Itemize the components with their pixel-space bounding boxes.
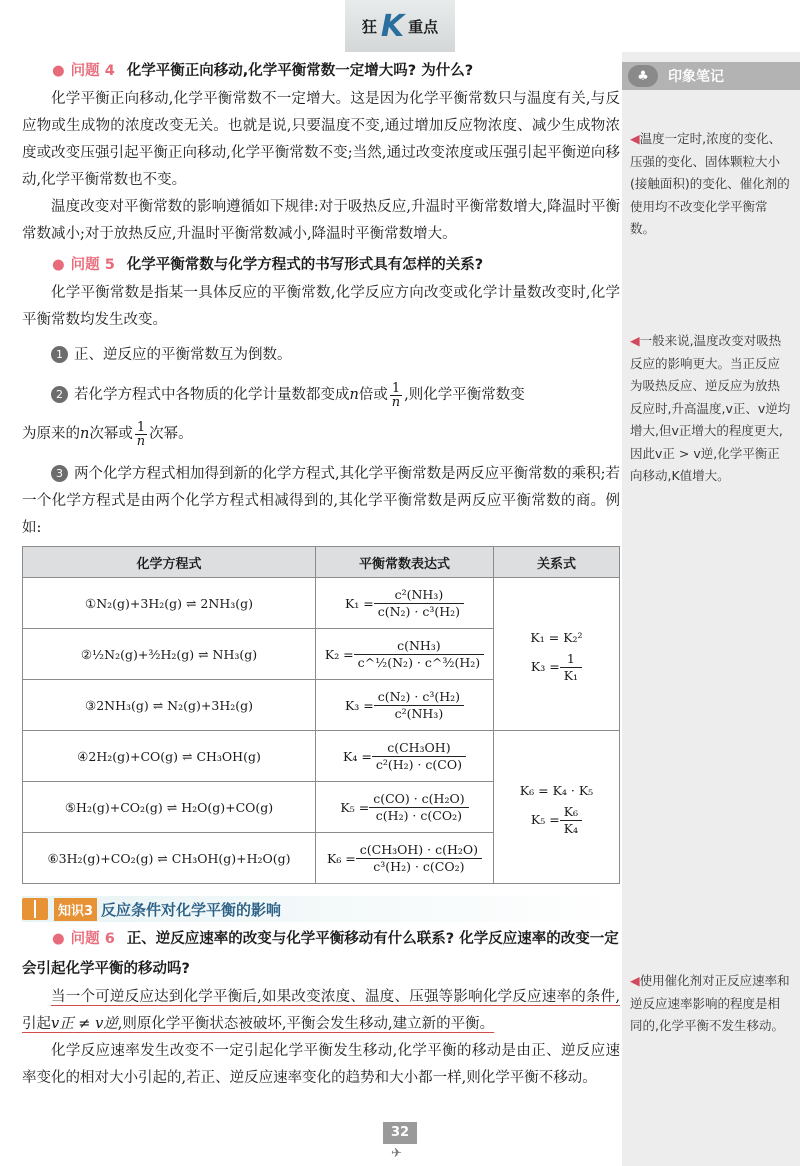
equation-cell: ③2NH₃(g) ⇌ N₂(g)+3H₂(g) — [23, 680, 316, 731]
sidebar-note-3: ◀使用催化剂对正反应速率和逆反应速率影响的程度是相同的,化学平衡不发生移动。 — [630, 973, 790, 1033]
page-number: 32 — [383, 1122, 417, 1144]
k-expression-cell: K₃ = $\frac{\text{c(N₂) · c³(H₂)}}{\text{c²(NH₃)}}$ — [316, 680, 494, 731]
item-3-text: 两个化学方程式相加得到新的化学方程式,其化学平衡常数是两反应平衡常数的乘积;若一个化学方程式是由两个化学方程式相减得到的,其化学平衡常数是两反应平衡常数的商。例如: — [22, 466, 620, 536]
item-2-mid: 倍或 — [358, 387, 388, 403]
number-badge: 3 — [51, 465, 68, 482]
header-left: 狂 — [361, 17, 377, 36]
main-column — [22, 52, 620, 1092]
relation-cell-1: K₁ = K₂² K₃ = $\frac{1}{\text{K₁}}$ — [494, 578, 620, 731]
equilibrium-table — [22, 546, 620, 884]
equation-cell: ⑤H₂(g)+CO₂(g) ⇌ H₂O(g)+CO(g) — [23, 782, 316, 833]
col-header-constant: 平衡常数表达式 — [316, 547, 494, 578]
question-label: 问题 5 — [70, 257, 115, 273]
equation-cell: ②½N₂(g)+³⁄₂H₂(g) ⇌ NH₃(g) — [23, 629, 316, 680]
k-expression-cell: K₂ = $\frac{\text{c(NH₃)}}{\text{c\textasciicircum{}½(N₂) · c\textasciicircum{}³⁄₂(H₂)}}$ — [316, 629, 494, 680]
table-row — [23, 578, 620, 629]
sidebar-note-1: ◀温度一定时,浓度的变化、压强的变化、固体颗粒大小(接触面积)的变化、催化剂的使用均不改变化学平衡常数。 — [630, 131, 790, 236]
bullet-icon: ● — [52, 931, 65, 947]
item-1-text: 正、逆反应的平衡常数互为倒数。 — [74, 347, 292, 363]
bullet-icon: ● — [52, 257, 65, 273]
question-title: 化学平衡常数与化学方程式的书写形式具有怎样的关系? — [126, 257, 484, 273]
equation-cell: ①N₂(g)+3H₂(g) ⇌ 2NH₃(g) — [23, 578, 316, 629]
sidebar-notes — [622, 52, 800, 1166]
sidebar-note-2: ◀一般来说,温度改变对吸热反应的影响更大。当正反应为吸热反应、逆反应为放热反应时,升高温度,v正、v逆均增大,但v正增大的程度更大,因此v正 > v逆,化学平衡正向移动,K值增大。 — [630, 333, 791, 483]
question-5 — [22, 250, 620, 280]
paragraph-5: 化学反应速率发生改变不一定引起化学平衡发生移动,化学平衡的移动是由正、逆反应速率变化的相对大小引起的,若正、逆反应速率变化的趋势和大小都一样,则化学平衡不移动。 — [22, 1043, 620, 1086]
paragraph-4: 当一个可逆反应达到化学平衡后,如果改变浓度、温度、压强等影响化学反应速率的条件,引起v正 ≠ v逆,则原化学平衡状态被破坏,平衡会发生移动,建立新的平衡。 — [22, 989, 620, 1032]
k-expression-cell: K₁ = $\frac{\text{c²(NH₃)}}{\text{c(N₂) · c³(H₂)}}$ — [316, 578, 494, 629]
item-2-post: ,则化学平衡常数变 — [404, 387, 525, 403]
question-4 — [22, 56, 620, 86]
bird-icon: ✈ — [391, 1146, 402, 1161]
item-2-n: n — [349, 387, 359, 403]
k-expression-cell: K₅ = $\frac{\text{c(CO) · c(H₂O)}}{\text{c(H₂) · c(CO₂)}}$ — [316, 782, 494, 833]
paragraph-2: 温度改变对平衡常数的影响遵循如下规律:对于吸热反应,升温时平衡常数增大,降温时平衡常数减小;对于放热反应,升温时平衡常数减小,降温时平衡常数增大。 — [22, 199, 620, 242]
relation-cell-2: K₆ = K₄ · K₅ K₅ = $\frac{\text{K₆}}{\text{K₄}}$ — [494, 731, 620, 884]
page-header — [345, 0, 455, 52]
question-label: 问题 6 — [70, 931, 115, 947]
header-right: 重点 — [408, 17, 439, 36]
number-badge: 2 — [51, 386, 68, 403]
paragraph-1: 化学平衡正向移动,化学平衡常数不一定增大。这是因为化学平衡常数只与温度有关,与反应物或生成物的浓度改变无关。也就是说,只要温度不变,通过增加反应物浓度、减少生成物浓度或改变压强引起平衡正向移动,化学平衡常数不变;当然,通过改变浓度或压强引起平衡逆向移动,化学平衡常数也不变。 — [22, 91, 620, 188]
k-expression-cell: K₆ = $\frac{\text{c(CH₃OH) · c(H₂O)}}{\text{c³(H₂) · c(CO₂)}}$ — [316, 833, 494, 884]
question-title: 正、逆反应速率的改变与化学平衡移动有什么联系? 化学反应速率的改变一定会引起化学平衡的移动吗? — [22, 931, 619, 977]
item-2-line-2: 为原来的n次幂或 $\frac{1}{n}$ 次幂。 — [22, 419, 193, 449]
knowledge-title: 反应条件对化学平衡的影响 — [101, 900, 282, 919]
number-badge: 1 — [51, 346, 68, 363]
item-1 — [22, 342, 620, 369]
paragraph-3: 化学平衡常数是指某一具体反应的平衡常数,化学反应方向改变或化学计量数改变时,化学平衡常数均发生改变。 — [22, 285, 620, 328]
question-label: 问题 4 — [70, 63, 115, 79]
col-header-relation: 关系式 — [494, 547, 620, 578]
triangle-icon: ◀ — [630, 973, 640, 988]
equation-cell: ④2H₂(g)+CO(g) ⇌ CH₃OH(g) — [23, 731, 316, 782]
item-2-pre: 若化学方程式中各物质的化学计量数都变成 — [74, 387, 350, 403]
sidebar-header — [622, 62, 800, 90]
fraction-1-over-n: $\frac{1}{n}$ — [136, 419, 146, 449]
triangle-icon: ◀ — [630, 333, 640, 348]
table-row — [23, 731, 620, 782]
sidebar-title: 印象笔记 — [668, 69, 724, 85]
header-k-logo: K — [380, 8, 405, 44]
k-expression-cell: K₄ = $\frac{\text{c(CH₃OH)}}{\text{c²(H₂) · c(CO)}}$ — [316, 731, 494, 782]
bullet-icon: ● — [52, 63, 65, 79]
item-2 — [22, 379, 620, 411]
elephant-icon: ♣ — [628, 65, 658, 87]
knowledge-3-header — [22, 896, 620, 922]
col-header-equation: 化学方程式 — [23, 547, 316, 578]
question-6 — [22, 924, 620, 984]
item-3 — [22, 461, 620, 542]
question-title: 化学平衡正向移动,化学平衡常数一定增大吗? 为什么? — [126, 63, 474, 79]
equation-cell: ⑥3H₂(g)+CO₂(g) ⇌ CH₃OH(g)+H₂O(g) — [23, 833, 316, 884]
knowledge-tag: 知识3 — [54, 898, 97, 921]
triangle-icon: ◀ — [630, 131, 640, 146]
fraction-1-over-n: $\frac{1}{n}$ — [391, 380, 401, 410]
book-icon — [22, 898, 48, 920]
